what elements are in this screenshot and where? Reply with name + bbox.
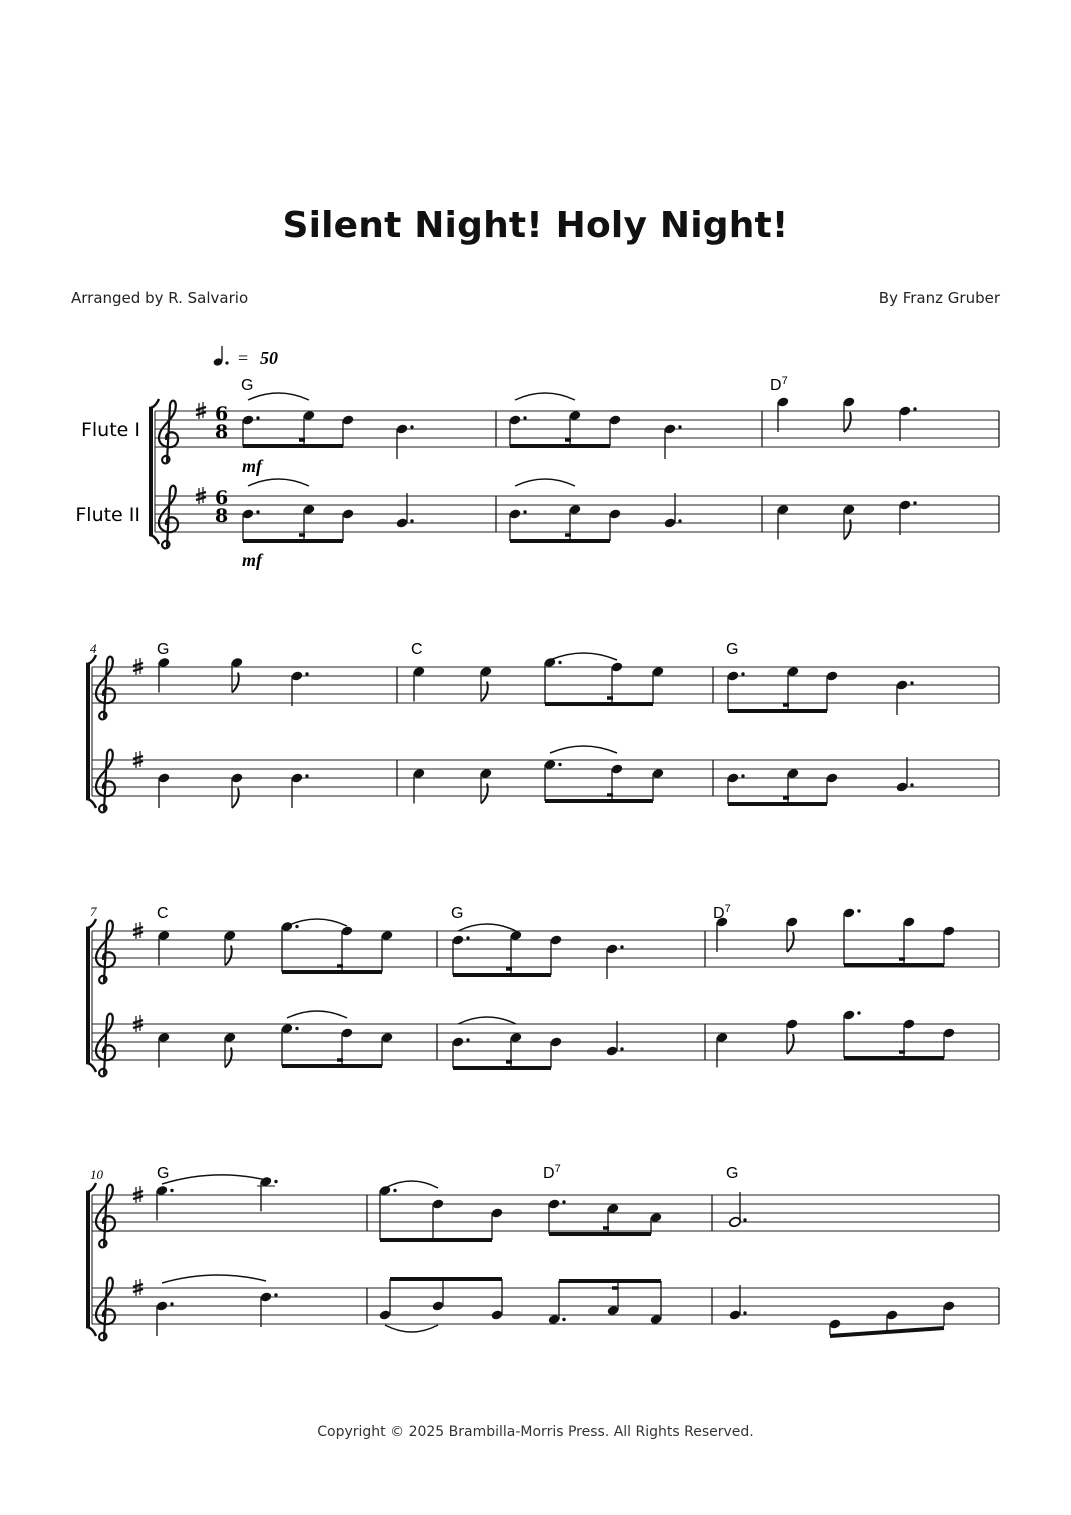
page-title: Silent Night! Holy Night! (282, 205, 789, 246)
arranger-credit: Arranged by R. Salvario (71, 289, 249, 307)
treble-clef-icon (96, 657, 115, 720)
note (157, 1032, 170, 1068)
chord-symbol-m12: G (726, 1165, 739, 1182)
note (380, 930, 393, 972)
note (825, 670, 838, 711)
chord-symbol-m5: C (411, 641, 423, 658)
note (715, 1032, 728, 1068)
slur (550, 746, 617, 753)
note (885, 1309, 898, 1331)
dynamic-mf-flute-2: mf (242, 550, 262, 570)
chord-symbol-m9: $D^7$ (713, 903, 731, 922)
note (155, 1185, 173, 1221)
note (508, 508, 526, 541)
note (378, 1279, 391, 1321)
note (230, 772, 243, 808)
note (490, 1279, 503, 1321)
slur (385, 1181, 438, 1188)
note (223, 930, 236, 966)
note (543, 657, 561, 704)
note (280, 921, 298, 972)
note (543, 759, 561, 801)
treble-clef-icon (159, 486, 178, 549)
note (942, 1027, 955, 1058)
treble-clef-icon (96, 1278, 115, 1341)
note (241, 508, 259, 541)
measure-number-7: 7 (90, 904, 97, 919)
note (942, 925, 955, 965)
note (942, 1300, 955, 1326)
note (479, 666, 492, 702)
note (842, 504, 855, 540)
note (451, 1036, 469, 1068)
note (380, 1032, 393, 1066)
note (378, 1185, 396, 1240)
note (223, 1032, 236, 1068)
note (776, 396, 789, 432)
note (608, 414, 621, 446)
chord-symbol-m7: C (157, 905, 169, 922)
slur (248, 479, 309, 486)
copyright-notice: Copyright © 2025 Brambilla-Morris Press. All Rights Reserved. (317, 1424, 754, 1440)
tempo-equals: = (238, 348, 249, 368)
measure-number-10: 10 (90, 1167, 103, 1182)
note (431, 1198, 444, 1240)
chord-symbol-m11: $D^7$ (543, 1163, 561, 1182)
chord-symbol-m1: G (241, 377, 254, 394)
note (776, 504, 789, 540)
note (549, 1036, 562, 1068)
note (479, 768, 492, 804)
svg-text:6: 6 (215, 403, 229, 425)
composer-credit: By Franz Gruber (878, 289, 1000, 307)
slur (385, 1325, 438, 1332)
chord-symbol-m8: G (451, 905, 464, 922)
slur (248, 393, 309, 400)
measure-number-4: 4 (90, 641, 97, 656)
slur (162, 1275, 266, 1283)
note (490, 1207, 503, 1240)
note (241, 414, 259, 446)
note (508, 414, 526, 446)
slur (287, 1011, 347, 1018)
slur (162, 1175, 266, 1184)
dynamic-mf-flute-1: mf (242, 456, 262, 476)
chord-symbol-m10: G (157, 1165, 170, 1182)
time-signature (215, 403, 228, 527)
note (842, 907, 860, 965)
instrument-label-flute-1: Flute I (80, 419, 140, 441)
tempo-bpm: 50 (260, 348, 278, 368)
note (431, 1279, 444, 1312)
note (785, 1018, 798, 1054)
treble-clef-icon (96, 750, 115, 813)
tempo-marking (213, 346, 278, 368)
treble-clef-icon (96, 1014, 115, 1077)
slur (550, 653, 617, 660)
note (842, 396, 855, 432)
chord-symbol-m6: G (726, 641, 739, 658)
note (412, 666, 425, 702)
note (157, 657, 170, 693)
svg-text:8: 8 (215, 421, 229, 443)
note (726, 772, 744, 804)
note (157, 772, 170, 808)
note (608, 508, 621, 541)
slur (515, 479, 575, 486)
note (341, 508, 354, 541)
treble-clef-icon (159, 401, 178, 464)
slur (287, 919, 347, 926)
note (257, 1176, 278, 1212)
instrument-label-flute-2: Flute II (75, 504, 140, 526)
treble-clef-icon (96, 1185, 115, 1248)
note (412, 768, 425, 804)
note (828, 1318, 841, 1335)
chord-symbol-m4: G (157, 641, 170, 658)
treble-clef-icon (96, 921, 115, 984)
svg-text:6: 6 (215, 487, 229, 509)
note (785, 916, 798, 952)
note (549, 934, 562, 975)
note (230, 657, 243, 693)
slur (458, 1017, 516, 1024)
note (825, 772, 838, 804)
chord-symbol-m3: $D^7$ (770, 375, 788, 394)
note (341, 414, 354, 446)
note (157, 930, 170, 966)
svg-text:8: 8 (215, 505, 229, 527)
slur (515, 393, 575, 400)
slur (458, 924, 516, 931)
